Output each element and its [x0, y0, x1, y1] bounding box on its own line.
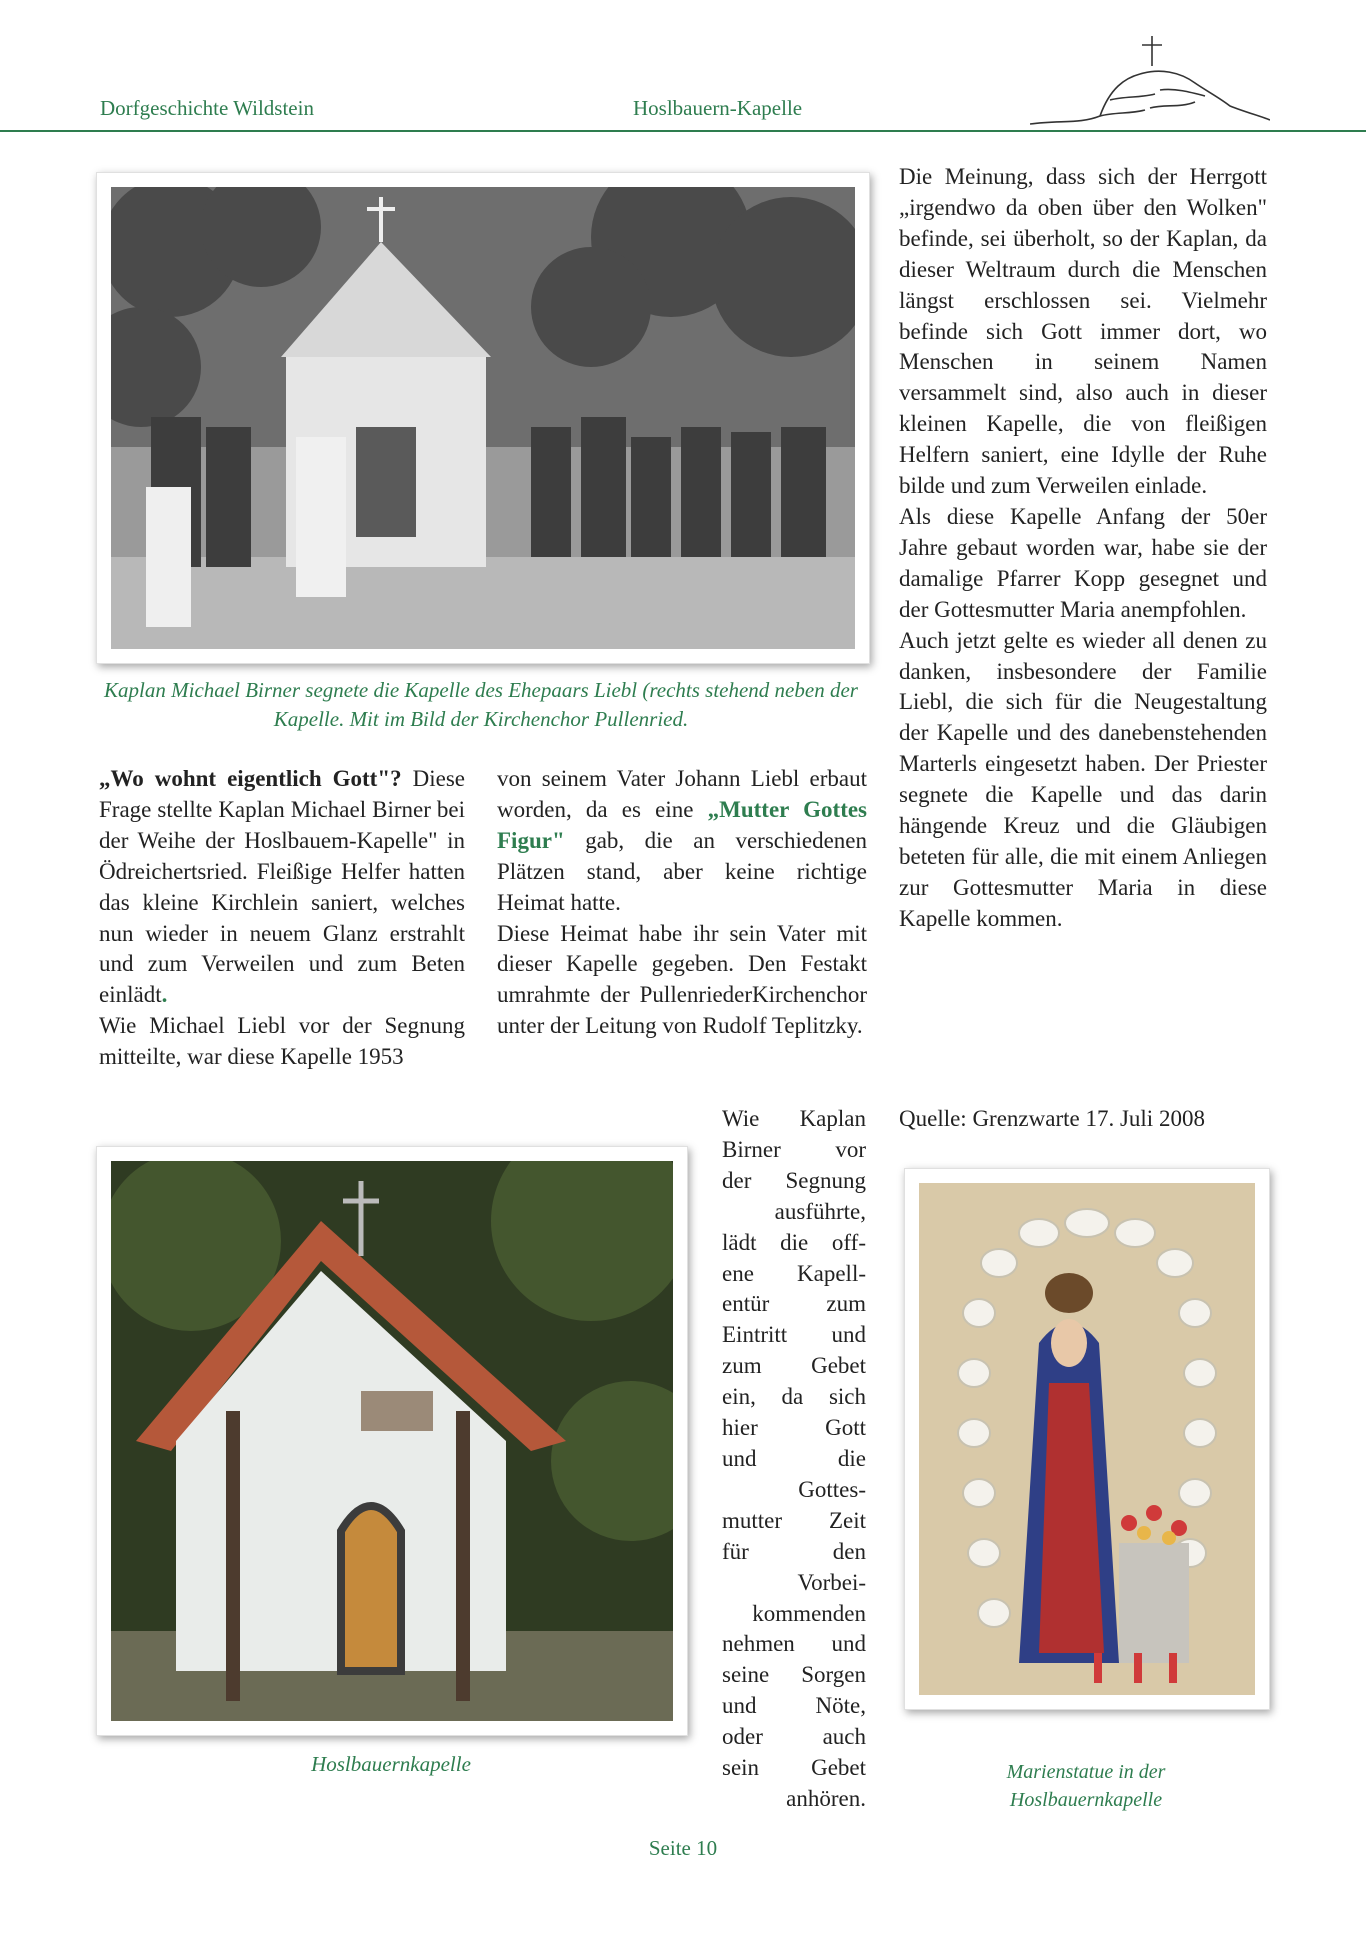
col2-highlight: „Mutter Gottes Figur" [497, 796, 868, 853]
col2-text1: von seinem Vater Johann Liebl erbaut worden, da es eine [497, 766, 867, 822]
col2b-line: anhören. [786, 1785, 866, 1811]
photo-chapel [111, 1161, 673, 1721]
col2b-line: und die [722, 1445, 866, 1471]
col2b-line: der Segnung [722, 1167, 866, 1193]
photo-statue-caption-line2: Hoslbauernkapelle [1009, 1789, 1163, 1811]
col2b-line: hier Gott [722, 1415, 866, 1441]
col2b-line: nehmen und [722, 1631, 866, 1657]
col1-text1: Diese Frage stellte Kaplan Michael Birner bei der Weihe der Hoslbauem-Kapelle" in Ödreichertsried. Fleißige Helfer hatten das kleine Kirchlein saniert, welches nun wieder in neuem Glanz erstrahlt und zum Verweilen und zum Beten einlädt [99, 766, 465, 1008]
col3-p1: Die Meinung, dass sich der Herrgott „irgendwo da oben über den Wolken" befinde, sei überholt, so der Kaplan, da dieser Weltraum durch die Menschen längst erschlossen sei. Vielmehr befinde sich Gott immer dort, wo Menschen in seinem Namen versammelt sind, also auch in dieser kleinen Kapelle, die von fleißigen Helfern saniert, eine Idylle der Ruhe bilde und zum Verweilen einlade. [899, 164, 1267, 499]
col3-p2: Als diese Kapelle Anfang der 50er Jahre gebaut worden war, habe sie der damalige Pfarrer Kopp gesegnet und der Gottesmutter Maria anempfohlen. [899, 503, 1267, 622]
col2b-line: Wie Kaplan [722, 1106, 866, 1131]
photo-statue-frame [904, 1168, 1270, 1710]
col2b-line: und Nöte, [722, 1693, 866, 1719]
source-note: Quelle: Grenzwarte 17. Juli 2008 [899, 1106, 1205, 1131]
col2b-line: zum Gebet [722, 1353, 866, 1379]
col2b-line: für den [722, 1538, 866, 1564]
church-hill-logo [1030, 28, 1270, 138]
col2b-line: sein Gebet [722, 1755, 866, 1781]
col2b-line: ene Kapell- [722, 1260, 866, 1286]
col2b-line: Vorbei- [797, 1569, 866, 1595]
page-number: Seite 10 [648, 1836, 718, 1860]
col2b-line: kommenden [752, 1600, 866, 1626]
col2b-line: seine Sorgen [722, 1662, 866, 1688]
col1-dot: . [161, 982, 168, 1008]
photo-statue-caption [904, 1758, 1268, 1814]
col2b-line: entür zum [722, 1291, 866, 1317]
col2b-line: Gottes- [798, 1476, 866, 1502]
photo-blessing-caption: Kaplan Michael Birner segnete die Kapelle des Ehepaars Liebl (rechts stehend neben der Kapelle. Mit im Bild der Kirchenchor Pullenried. [104, 678, 858, 731]
header-left: Dorfgeschichte Wildstein [100, 96, 314, 120]
photo-chapel-caption: Hoslbauernkapelle [311, 1752, 471, 1776]
article-column-2b [722, 1104, 866, 1815]
header-center: Hoslbauern-Kapelle [633, 96, 803, 120]
photo-blessing-frame [96, 172, 870, 664]
col2b-line: Eintritt und [722, 1322, 866, 1348]
header-rule [0, 130, 1366, 132]
col2-text3: Diese Heimat habe ihr sein Vater mit dieser Kapelle gegeben. Den Festakt umrahmte der PullenriederKirchenchor unter der Leitung von Rudolf Teplitzky. [497, 920, 867, 1039]
col2b-line: lädt die off- [722, 1229, 866, 1255]
col2b-line: mutter Zeit [722, 1507, 866, 1533]
article-column-2 [497, 764, 867, 1042]
col2b-line: ausführte, [774, 1198, 866, 1224]
photo-statue-caption-line1: Marienstatue in der [1006, 1761, 1166, 1783]
article-column-3 [899, 162, 1267, 935]
photo-chapel-frame [96, 1146, 688, 1736]
col3-p3: Auch jetzt gelte es wieder all denen zu danken, insbesondere der Familie Liebl, die sich für die Neugestaltung der Kapelle und des danebenstehenden Marterls eingesetzt haben. Der Priester segnete die Kapelle und das darin hängende Kreuz und die Gläubigen beteten für alle, die mit einem Anliegen zur Gottesmutter Maria in diese Kapelle kommen. [899, 627, 1267, 931]
col2b-line: ein, da sich [722, 1384, 866, 1410]
col2b-line: oder auch [722, 1724, 866, 1750]
article-column-1 [99, 764, 465, 1073]
photo-blessing-ceremony [111, 187, 855, 649]
col2b-line: Birner vor [722, 1136, 866, 1162]
article-heading: „Wo wohnt eigentlich Gott"? [99, 766, 402, 791]
col2-text2: gab, die an verschiedenen Plätzen stand, aber keine richtige Heimat hatte. [497, 827, 867, 915]
photo-marienstatue [919, 1183, 1255, 1695]
col1-text2: Wie Michael Liebl vor der Segnung mitteilte, war diese Kapelle 1953 [99, 1013, 465, 1070]
